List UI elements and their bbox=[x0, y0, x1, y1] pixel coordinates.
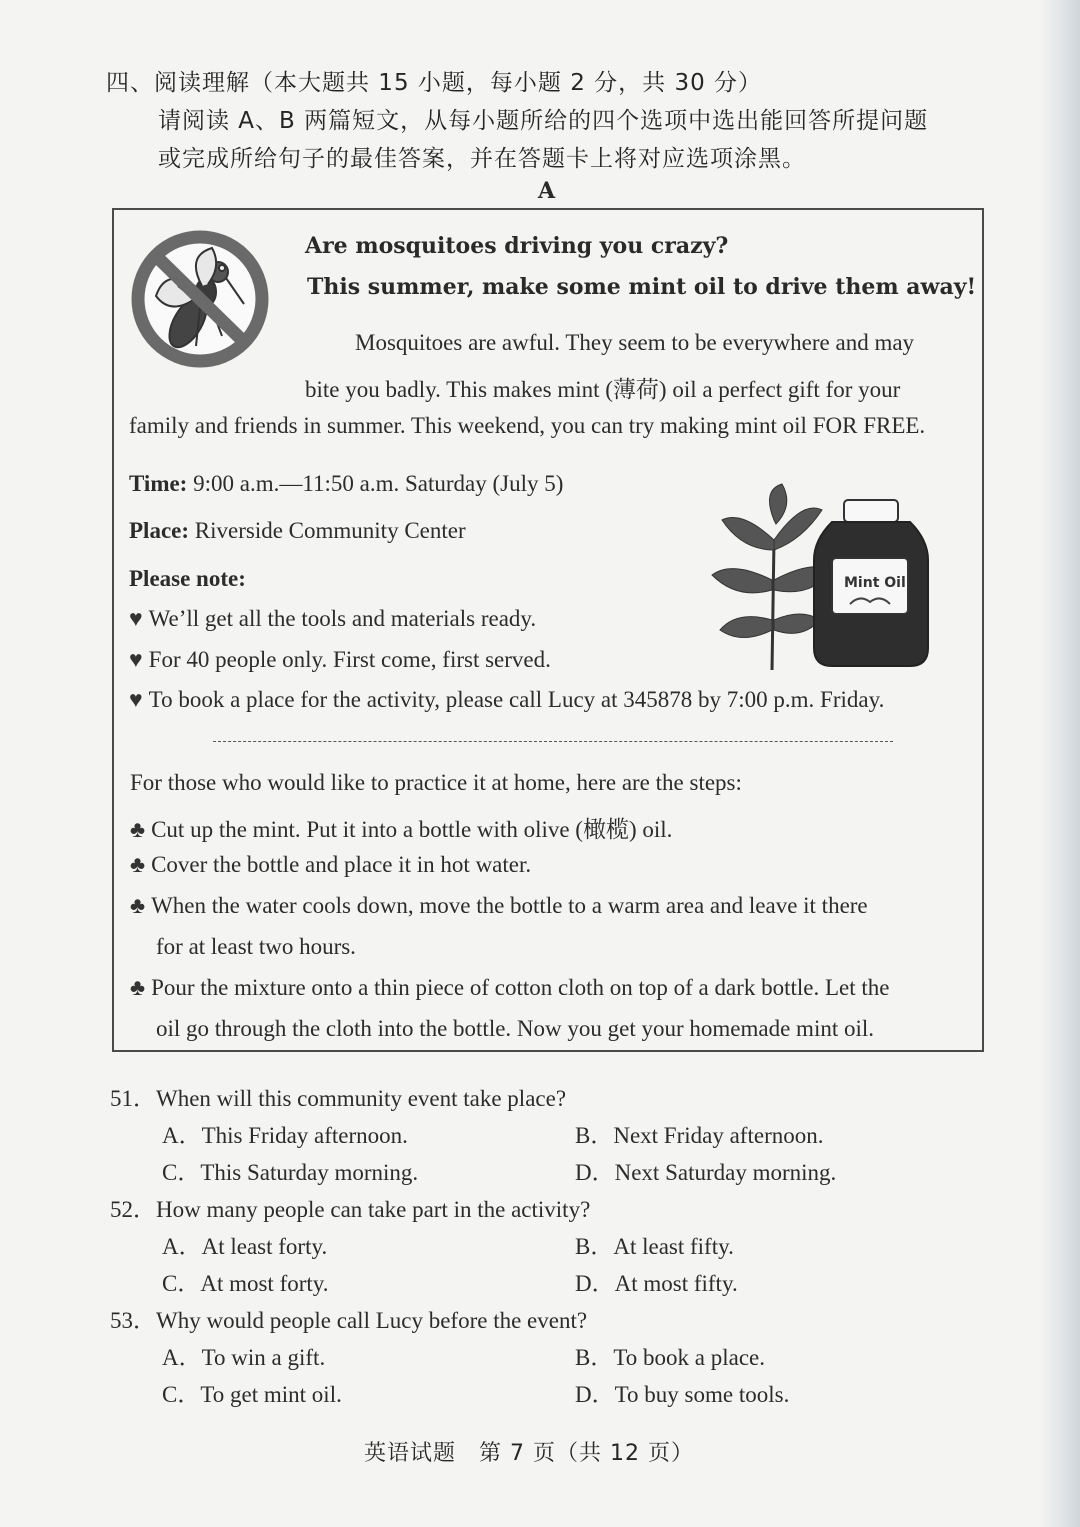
option: B．At least fifty. bbox=[575, 1234, 734, 1259]
step-item bbox=[130, 975, 889, 1001]
club-icon: ♣ bbox=[130, 852, 146, 877]
step-text: Cover the bottle and place it in hot water. bbox=[151, 852, 532, 877]
option: D．To buy some tools. bbox=[575, 1382, 790, 1407]
note-text: For 40 people only. First come, first served. bbox=[148, 647, 551, 672]
place-label: Place: bbox=[129, 518, 190, 543]
intro-line-1: Mosquitoes are awful. They seem to be everywhere and may bbox=[355, 330, 915, 355]
note-item bbox=[129, 606, 536, 632]
note-item bbox=[129, 687, 884, 713]
club-icon: ♣ bbox=[130, 975, 146, 1000]
option: C．To get mint oil. bbox=[162, 1382, 342, 1407]
option: C．This Saturday morning. bbox=[162, 1160, 419, 1185]
time-info bbox=[129, 471, 563, 497]
passage-heading-1: Are mosquitoes driving you crazy? bbox=[305, 233, 729, 259]
note-item bbox=[129, 647, 551, 673]
question-stem: 51．When will this community event take place? bbox=[110, 1086, 567, 1111]
heart-icon: ♥ bbox=[129, 647, 143, 672]
jar-label: Mint Oil bbox=[844, 575, 906, 591]
club-icon: ♣ bbox=[130, 817, 146, 842]
note-label: Please note: bbox=[129, 566, 246, 591]
heart-icon: ♥ bbox=[129, 687, 143, 712]
page-edge-shadow bbox=[1040, 0, 1080, 1527]
step-text: Cut up the mint. Put it into a bottle with olive (橄榄) oil. bbox=[151, 817, 673, 842]
passage-label: A bbox=[538, 178, 556, 204]
option: A．At least forty. bbox=[162, 1234, 328, 1259]
step-text-continued: oil go through the cloth into the bottle. Now you get your homemade mint oil. bbox=[156, 1016, 875, 1041]
step-item bbox=[130, 893, 868, 919]
intro-line-3: family and friends in summer. This weekend, you can try making mint oil FOR FREE. bbox=[129, 413, 926, 438]
section-title: 四、阅读理解（本大题共 15 小题，每小题 2 分，共 30 分） bbox=[106, 70, 763, 96]
option: C．At most forty. bbox=[162, 1271, 329, 1296]
step-text-continued: for at least two hours. bbox=[156, 934, 356, 959]
option: A．To win a gift. bbox=[162, 1345, 326, 1370]
instruction-line-1: 请阅读 A、B 两篇短文，从每小题所给的四个选项中选出能回答所提问题 bbox=[158, 108, 929, 134]
place-value: Riverside Community Center bbox=[189, 518, 466, 543]
question-stem: 52．How many people can take part in the activity? bbox=[110, 1197, 591, 1222]
step-text: When the water cools down, move the bottle to a warm area and leave it there bbox=[151, 893, 868, 918]
divider bbox=[213, 741, 893, 742]
time-label: Time: bbox=[129, 471, 188, 496]
option: D．At most fifty. bbox=[575, 1271, 738, 1296]
note-text: We’ll get all the tools and materials ready. bbox=[148, 606, 537, 631]
place-info bbox=[129, 518, 466, 544]
club-icon: ♣ bbox=[130, 893, 146, 918]
passage-heading-2: This summer, make some mint oil to drive them away! bbox=[307, 274, 977, 300]
step-item bbox=[130, 811, 672, 844]
step-text: Pour the mixture onto a thin piece of cotton cloth on top of a dark bottle. Let the bbox=[151, 975, 890, 1000]
note-text: To book a place for the activity, please call Lucy at 345878 by 7:00 p.m. Friday. bbox=[148, 687, 885, 712]
steps-intro: For those who would like to practice it at home, here are the steps: bbox=[130, 770, 742, 795]
option: D．Next Saturday morning. bbox=[575, 1160, 837, 1185]
step-item bbox=[130, 852, 531, 878]
page-footer: 英语试题 第 7 页（共 12 页） bbox=[364, 1441, 694, 1466]
question-stem: 53．Why would people call Lucy before the event? bbox=[110, 1308, 588, 1333]
no-mosquito-icon bbox=[126, 226, 274, 372]
option: B．Next Friday afternoon. bbox=[575, 1123, 824, 1148]
option: A．This Friday afternoon. bbox=[162, 1123, 408, 1148]
time-value: 9:00 a.m.—11:50 a.m. Saturday (July 5) bbox=[187, 471, 564, 496]
heart-icon: ♥ bbox=[129, 606, 143, 631]
option: B．To book a place. bbox=[575, 1345, 766, 1370]
instruction-line-2: 或完成所给句子的最佳答案，并在答题卡上将对应选项涂黑。 bbox=[158, 146, 806, 172]
intro-line-2: bite you badly. This makes mint (薄荷) oil a perfect gift for your bbox=[305, 377, 901, 402]
